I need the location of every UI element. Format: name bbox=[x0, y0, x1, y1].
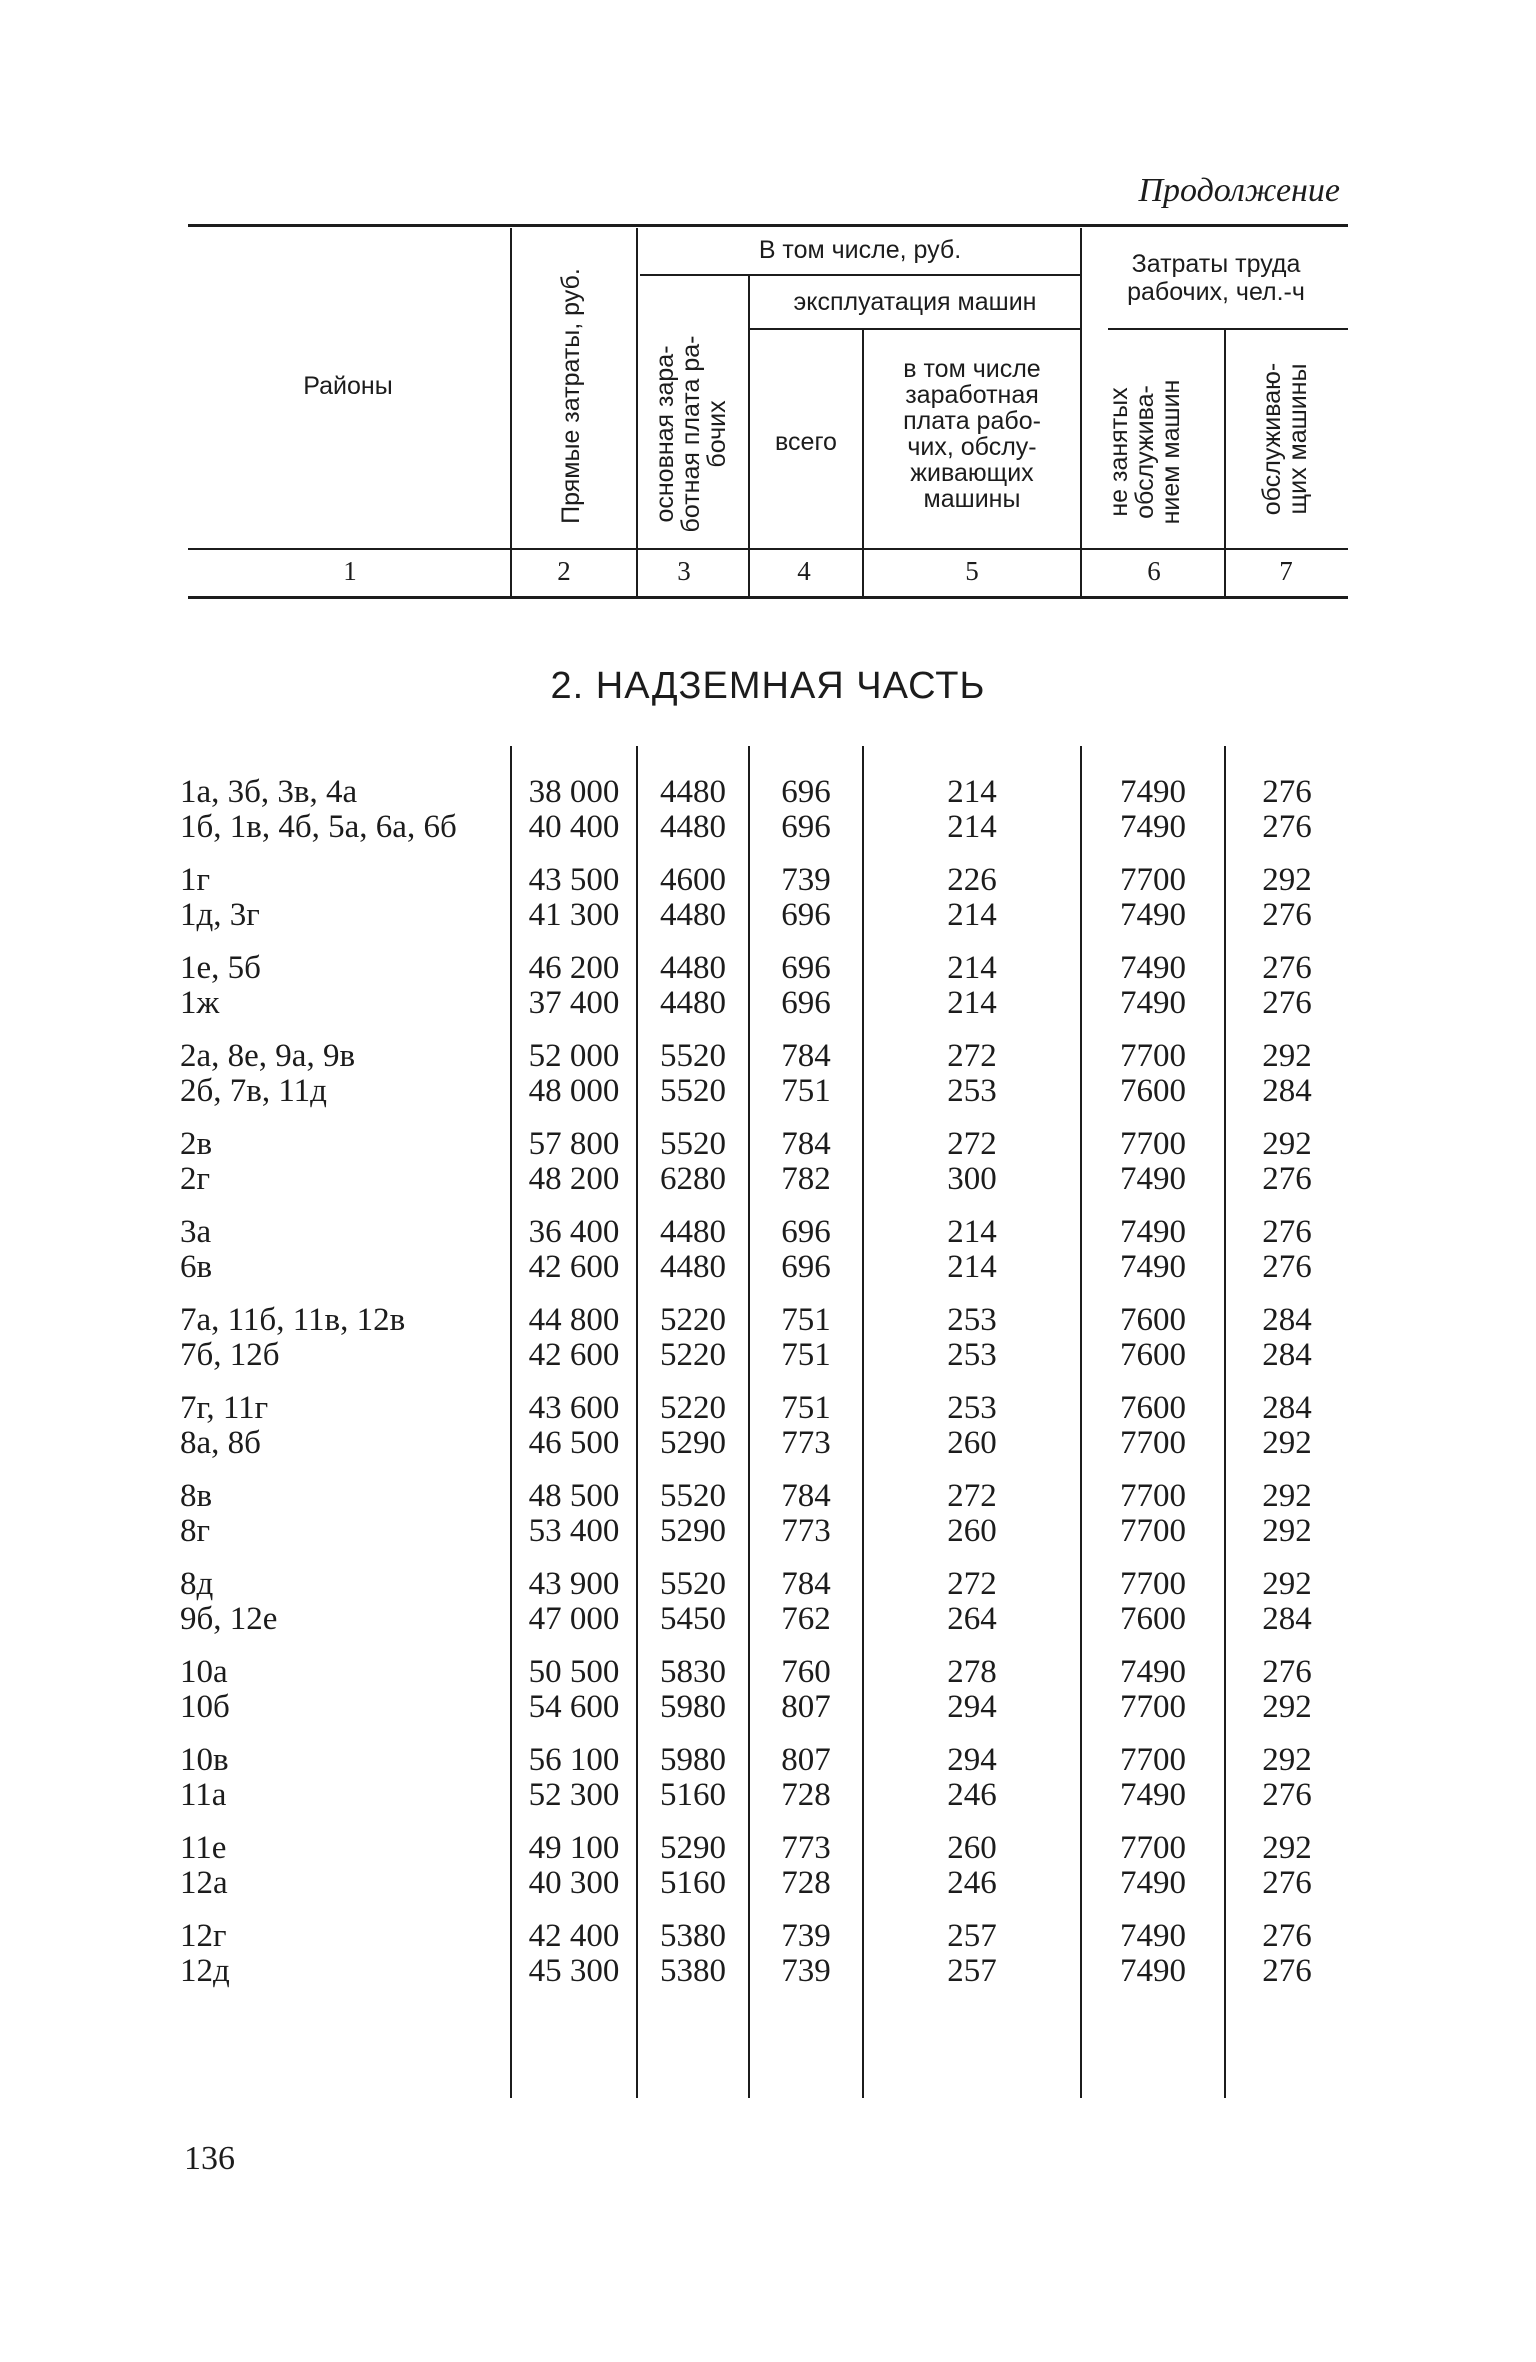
table-row bbox=[0, 809, 1536, 845]
cell-direct-costs: 42 600 bbox=[528, 1249, 620, 1285]
cell-labor-serving: 284 bbox=[1262, 1302, 1312, 1338]
cell-labor-serving: 276 bbox=[1262, 809, 1312, 845]
header-machines-total: всего bbox=[775, 428, 837, 456]
table-row bbox=[0, 985, 1536, 1021]
cell-labor-serving: 284 bbox=[1262, 1601, 1312, 1637]
cell-labor-serving: 276 bbox=[1262, 1918, 1312, 1954]
column-number: 6 bbox=[1147, 556, 1161, 586]
cell-basic-wages: 5520 bbox=[660, 1126, 726, 1162]
cell-basic-wages: 4480 bbox=[660, 1214, 726, 1250]
cell-machine-wages: 278 bbox=[947, 1654, 997, 1690]
cell-labor-serving: 276 bbox=[1262, 1865, 1312, 1901]
cell-machines-total: 696 bbox=[781, 985, 831, 1021]
table-row bbox=[0, 1161, 1536, 1197]
cell-direct-costs: 52 000 bbox=[528, 1038, 620, 1074]
cell-region: 6в bbox=[180, 1249, 213, 1285]
cell-machines-total: 751 bbox=[781, 1302, 831, 1338]
cell-basic-wages: 6280 bbox=[660, 1161, 726, 1197]
cell-labor-not-serving: 7490 bbox=[1120, 1953, 1186, 1989]
cell-direct-costs: 47 000 bbox=[528, 1601, 620, 1637]
cell-region: 7б, 12б bbox=[180, 1337, 280, 1373]
cell-basic-wages: 5520 bbox=[660, 1478, 726, 1514]
cell-labor-not-serving: 7490 bbox=[1120, 809, 1186, 845]
cell-region: 12д bbox=[180, 1953, 230, 1989]
cell-region: 1д, 3г bbox=[180, 897, 260, 933]
cell-basic-wages: 5160 bbox=[660, 1865, 726, 1901]
cell-region: 12г bbox=[180, 1918, 227, 1954]
cell-direct-costs: 54 600 bbox=[528, 1689, 620, 1725]
cell-direct-costs: 37 400 bbox=[528, 985, 620, 1021]
cell-machines-total: 739 bbox=[781, 1953, 831, 1989]
cell-direct-costs: 43 600 bbox=[528, 1390, 620, 1426]
cell-labor-not-serving: 7490 bbox=[1120, 1161, 1186, 1197]
cell-labor-serving: 292 bbox=[1262, 1830, 1312, 1866]
table-row bbox=[0, 774, 1536, 810]
cell-direct-costs: 48 200 bbox=[528, 1161, 620, 1197]
cell-machine-wages: 214 bbox=[947, 985, 997, 1021]
cell-labor-not-serving: 7490 bbox=[1120, 1654, 1186, 1690]
column-number: 3 bbox=[677, 556, 691, 586]
group-machines-rule bbox=[750, 328, 1080, 330]
cell-region: 3а bbox=[180, 1214, 212, 1250]
cell-machines-total: 773 bbox=[781, 1513, 831, 1549]
cell-machines-total: 696 bbox=[781, 1249, 831, 1285]
cell-direct-costs: 42 600 bbox=[528, 1337, 620, 1373]
cell-labor-serving: 276 bbox=[1262, 1249, 1312, 1285]
cell-labor-serving: 284 bbox=[1262, 1337, 1312, 1373]
table-row bbox=[0, 1126, 1536, 1162]
cell-labor-not-serving: 7700 bbox=[1120, 1478, 1186, 1514]
cell-machine-wages: 253 bbox=[947, 1073, 997, 1109]
header-divider bbox=[1080, 228, 1082, 596]
cell-labor-not-serving: 7700 bbox=[1120, 1830, 1186, 1866]
table-row bbox=[0, 1601, 1536, 1637]
cell-machines-total: 751 bbox=[781, 1390, 831, 1426]
cell-labor-serving: 276 bbox=[1262, 1953, 1312, 1989]
cell-machine-wages: 214 bbox=[947, 774, 997, 810]
cell-machines-total: 696 bbox=[781, 950, 831, 986]
table-row bbox=[0, 1689, 1536, 1725]
column-number: 2 bbox=[557, 556, 571, 586]
cell-direct-costs: 43 500 bbox=[528, 862, 620, 898]
cell-basic-wages: 5220 bbox=[660, 1337, 726, 1373]
cell-machines-total: 696 bbox=[781, 809, 831, 845]
cell-machine-wages: 246 bbox=[947, 1865, 997, 1901]
cell-labor-serving: 292 bbox=[1262, 1566, 1312, 1602]
cell-labor-serving: 284 bbox=[1262, 1390, 1312, 1426]
cell-machine-wages: 246 bbox=[947, 1777, 997, 1813]
cell-basic-wages: 5450 bbox=[660, 1601, 726, 1637]
cell-basic-wages: 5520 bbox=[660, 1566, 726, 1602]
cell-direct-costs: 57 800 bbox=[528, 1126, 620, 1162]
cell-direct-costs: 41 300 bbox=[528, 897, 620, 933]
cell-basic-wages: 5380 bbox=[660, 1953, 726, 1989]
cell-machine-wages: 214 bbox=[947, 1249, 997, 1285]
cell-labor-not-serving: 7700 bbox=[1120, 1742, 1186, 1778]
cell-machine-wages: 264 bbox=[947, 1601, 997, 1637]
cell-direct-costs: 42 400 bbox=[528, 1918, 620, 1954]
cell-machine-wages: 257 bbox=[947, 1918, 997, 1954]
cell-machine-wages: 253 bbox=[947, 1302, 997, 1338]
cell-machine-wages: 214 bbox=[947, 809, 997, 845]
cell-region: 2в bbox=[180, 1126, 213, 1162]
cell-labor-not-serving: 7700 bbox=[1120, 1126, 1186, 1162]
cell-machine-wages: 272 bbox=[947, 1566, 997, 1602]
table-row bbox=[0, 1654, 1536, 1690]
cell-labor-not-serving: 7600 bbox=[1120, 1337, 1186, 1373]
table-row bbox=[0, 950, 1536, 986]
cell-direct-costs: 40 400 bbox=[528, 809, 620, 845]
cell-machine-wages: 226 bbox=[947, 862, 997, 898]
cell-machine-wages: 253 bbox=[947, 1390, 997, 1426]
cell-basic-wages: 4480 bbox=[660, 774, 726, 810]
column-number: 5 bbox=[965, 556, 979, 586]
cell-machines-total: 784 bbox=[781, 1126, 831, 1162]
cell-direct-costs: 38 000 bbox=[528, 774, 620, 810]
cell-machine-wages: 253 bbox=[947, 1337, 997, 1373]
table-row bbox=[0, 1425, 1536, 1461]
cell-region: 8д bbox=[180, 1566, 214, 1602]
cell-labor-not-serving: 7700 bbox=[1120, 1038, 1186, 1074]
cell-labor-not-serving: 7490 bbox=[1120, 985, 1186, 1021]
cell-machine-wages: 257 bbox=[947, 1953, 997, 1989]
cell-region: 2б, 7в, 11д bbox=[180, 1073, 327, 1109]
header-serving: обслуживаю- щих машины bbox=[1258, 362, 1312, 516]
table-row bbox=[0, 1038, 1536, 1074]
cell-machines-total: 696 bbox=[781, 897, 831, 933]
header-group-rub: В том числе, руб. bbox=[758, 236, 962, 264]
header-direct-costs: Прямые затраты, руб. bbox=[557, 268, 585, 524]
cell-region: 7а, 11б, 11в, 12в bbox=[180, 1302, 406, 1338]
cell-region: 7г, 11г bbox=[180, 1390, 269, 1426]
cell-direct-costs: 36 400 bbox=[528, 1214, 620, 1250]
header-not-serving: не занятых обслужива- нием машин bbox=[1105, 379, 1185, 525]
cell-direct-costs: 43 900 bbox=[528, 1566, 620, 1602]
table-row bbox=[0, 1337, 1536, 1373]
cell-machines-total: 807 bbox=[781, 1689, 831, 1725]
cell-direct-costs: 56 100 bbox=[528, 1742, 620, 1778]
cell-region: 8а, 8б bbox=[180, 1425, 261, 1461]
cell-basic-wages: 5220 bbox=[660, 1302, 726, 1338]
cell-region: 8г bbox=[180, 1513, 211, 1549]
cell-basic-wages: 5520 bbox=[660, 1073, 726, 1109]
cell-region: 10в bbox=[180, 1742, 229, 1778]
cell-labor-serving: 276 bbox=[1262, 1777, 1312, 1813]
cell-labor-serving: 276 bbox=[1262, 1161, 1312, 1197]
cell-basic-wages: 5520 bbox=[660, 1038, 726, 1074]
cell-machines-total: 696 bbox=[781, 1214, 831, 1250]
table-row bbox=[0, 1390, 1536, 1426]
column-number: 7 bbox=[1279, 556, 1293, 586]
cell-machine-wages: 272 bbox=[947, 1038, 997, 1074]
cell-basic-wages: 5380 bbox=[660, 1918, 726, 1954]
page-number: 136 bbox=[184, 2140, 235, 2177]
header-divider bbox=[636, 228, 638, 596]
cell-region: 1б, 1в, 4б, 5а, 6а, 6б bbox=[180, 809, 457, 845]
table-row bbox=[0, 1249, 1536, 1285]
colnum-bottom-rule bbox=[188, 596, 1348, 599]
cell-machine-wages: 214 bbox=[947, 897, 997, 933]
column-number: 1 bbox=[343, 556, 357, 586]
table-row bbox=[0, 1953, 1536, 1989]
header-regions: Районы bbox=[303, 372, 393, 400]
cell-labor-serving: 276 bbox=[1262, 985, 1312, 1021]
cell-labor-not-serving: 7490 bbox=[1120, 950, 1186, 986]
header-top-rule bbox=[188, 224, 1348, 227]
cell-region: 1г bbox=[180, 862, 211, 898]
cell-machines-total: 773 bbox=[781, 1425, 831, 1461]
cell-machines-total: 728 bbox=[781, 1865, 831, 1901]
continuation-label: Продолжение bbox=[1138, 172, 1340, 209]
cell-basic-wages: 5220 bbox=[660, 1390, 726, 1426]
cell-direct-costs: 48 500 bbox=[528, 1478, 620, 1514]
cell-direct-costs: 49 100 bbox=[528, 1830, 620, 1866]
cell-labor-not-serving: 7700 bbox=[1120, 1513, 1186, 1549]
cell-machine-wages: 214 bbox=[947, 950, 997, 986]
cell-machine-wages: 260 bbox=[947, 1425, 997, 1461]
cell-machines-total: 696 bbox=[781, 774, 831, 810]
cell-labor-not-serving: 7490 bbox=[1120, 1214, 1186, 1250]
cell-machines-total: 784 bbox=[781, 1038, 831, 1074]
cell-region: 2а, 8е, 9а, 9в bbox=[180, 1038, 356, 1074]
cell-labor-serving: 292 bbox=[1262, 1038, 1312, 1074]
table-row bbox=[0, 897, 1536, 933]
table-row bbox=[0, 1865, 1536, 1901]
cell-machines-total: 751 bbox=[781, 1337, 831, 1373]
cell-machines-total: 760 bbox=[781, 1654, 831, 1690]
cell-machines-total: 784 bbox=[781, 1566, 831, 1602]
cell-labor-not-serving: 7700 bbox=[1120, 1566, 1186, 1602]
cell-labor-not-serving: 7490 bbox=[1120, 1865, 1186, 1901]
cell-basic-wages: 4480 bbox=[660, 985, 726, 1021]
table-row bbox=[0, 1214, 1536, 1250]
cell-machines-total: 762 bbox=[781, 1601, 831, 1637]
cell-direct-costs: 46 200 bbox=[528, 950, 620, 986]
cell-labor-serving: 292 bbox=[1262, 1425, 1312, 1461]
cell-machines-total: 739 bbox=[781, 1918, 831, 1954]
section-title: 2. НАДЗЕМНАЯ ЧАСТЬ bbox=[550, 665, 986, 707]
cell-region: 8в bbox=[180, 1478, 213, 1514]
cell-machine-wages: 260 bbox=[947, 1513, 997, 1549]
cell-region: 10б bbox=[180, 1689, 230, 1725]
cell-machines-total: 807 bbox=[781, 1742, 831, 1778]
cell-labor-serving: 276 bbox=[1262, 950, 1312, 986]
table-row bbox=[0, 1302, 1536, 1338]
cell-direct-costs: 46 500 bbox=[528, 1425, 620, 1461]
cell-labor-serving: 276 bbox=[1262, 774, 1312, 810]
cell-labor-not-serving: 7600 bbox=[1120, 1390, 1186, 1426]
table-row bbox=[0, 1777, 1536, 1813]
cell-region: 1ж bbox=[180, 985, 220, 1021]
cell-region: 2г bbox=[180, 1161, 211, 1197]
cell-basic-wages: 4600 bbox=[660, 862, 726, 898]
cell-basic-wages: 4480 bbox=[660, 897, 726, 933]
cell-labor-serving: 292 bbox=[1262, 1742, 1312, 1778]
cell-basic-wages: 5980 bbox=[660, 1689, 726, 1725]
cell-basic-wages: 5980 bbox=[660, 1742, 726, 1778]
cell-labor-not-serving: 7490 bbox=[1120, 1918, 1186, 1954]
table-row bbox=[0, 1073, 1536, 1109]
cell-basic-wages: 4480 bbox=[660, 950, 726, 986]
header-group-labor: Затраты труда рабочих, чел.-ч bbox=[1127, 250, 1305, 306]
table-row bbox=[0, 1478, 1536, 1514]
cell-direct-costs: 45 300 bbox=[528, 1953, 620, 1989]
cell-direct-costs: 44 800 bbox=[528, 1302, 620, 1338]
cell-labor-serving: 292 bbox=[1262, 862, 1312, 898]
cell-basic-wages: 4480 bbox=[660, 1249, 726, 1285]
cell-machines-total: 739 bbox=[781, 862, 831, 898]
cell-basic-wages: 5160 bbox=[660, 1777, 726, 1813]
cell-region: 12а bbox=[180, 1865, 228, 1901]
cell-labor-not-serving: 7490 bbox=[1120, 1777, 1186, 1813]
cell-basic-wages: 5290 bbox=[660, 1830, 726, 1866]
cell-direct-costs: 50 500 bbox=[528, 1654, 620, 1690]
cell-labor-not-serving: 7700 bbox=[1120, 1689, 1186, 1725]
group-rub-rule bbox=[640, 274, 1080, 276]
cell-region: 1е, 5б bbox=[180, 950, 261, 986]
cell-labor-not-serving: 7490 bbox=[1120, 1249, 1186, 1285]
cell-labor-not-serving: 7600 bbox=[1120, 1601, 1186, 1637]
cell-machines-total: 773 bbox=[781, 1830, 831, 1866]
table-row bbox=[0, 1742, 1536, 1778]
cell-machine-wages: 300 bbox=[947, 1161, 997, 1197]
cell-direct-costs: 53 400 bbox=[528, 1513, 620, 1549]
cell-machine-wages: 272 bbox=[947, 1126, 997, 1162]
cell-machines-total: 728 bbox=[781, 1777, 831, 1813]
cell-region: 1а, 3б, 3в, 4а bbox=[180, 774, 358, 810]
cell-labor-not-serving: 7600 bbox=[1120, 1302, 1186, 1338]
table-row bbox=[0, 1918, 1536, 1954]
header-divider bbox=[510, 228, 512, 596]
header-group-machines: эксплуатация машин bbox=[793, 288, 1037, 316]
cell-machine-wages: 214 bbox=[947, 1214, 997, 1250]
cell-machines-total: 751 bbox=[781, 1073, 831, 1109]
cell-machine-wages: 260 bbox=[947, 1830, 997, 1866]
table-row bbox=[0, 862, 1536, 898]
cell-region: 11а bbox=[180, 1777, 227, 1813]
cell-machines-total: 782 bbox=[781, 1161, 831, 1197]
header-basic-wages: основная зара- ботная плата ра- бочих bbox=[651, 335, 731, 533]
cell-region: 9б, 12е bbox=[180, 1601, 278, 1637]
cell-basic-wages: 5290 bbox=[660, 1513, 726, 1549]
cell-region: 10а bbox=[180, 1654, 228, 1690]
cell-direct-costs: 52 300 bbox=[528, 1777, 620, 1813]
cell-labor-serving: 292 bbox=[1262, 1689, 1312, 1725]
cell-labor-not-serving: 7490 bbox=[1120, 774, 1186, 810]
cell-direct-costs: 48 000 bbox=[528, 1073, 620, 1109]
cell-machine-wages: 294 bbox=[947, 1689, 997, 1725]
cell-labor-serving: 276 bbox=[1262, 1654, 1312, 1690]
column-number: 4 bbox=[797, 556, 811, 586]
cell-labor-serving: 276 bbox=[1262, 1214, 1312, 1250]
table-row bbox=[0, 1513, 1536, 1549]
header-divider bbox=[1224, 330, 1226, 596]
cell-direct-costs: 40 300 bbox=[528, 1865, 620, 1901]
cell-labor-not-serving: 7600 bbox=[1120, 1073, 1186, 1109]
cell-labor-serving: 284 bbox=[1262, 1073, 1312, 1109]
cell-labor-not-serving: 7490 bbox=[1120, 897, 1186, 933]
cell-labor-serving: 292 bbox=[1262, 1513, 1312, 1549]
cell-machine-wages: 294 bbox=[947, 1742, 997, 1778]
cell-labor-not-serving: 7700 bbox=[1120, 862, 1186, 898]
cell-labor-serving: 292 bbox=[1262, 1126, 1312, 1162]
cell-basic-wages: 5290 bbox=[660, 1425, 726, 1461]
cell-machines-total: 784 bbox=[781, 1478, 831, 1514]
header-machine-wages: в том числе заработная плата рабо- чих, обслу- живающих машины bbox=[903, 355, 1041, 513]
cell-labor-not-serving: 7700 bbox=[1120, 1425, 1186, 1461]
cell-labor-serving: 292 bbox=[1262, 1478, 1312, 1514]
cell-basic-wages: 5830 bbox=[660, 1654, 726, 1690]
cell-labor-serving: 276 bbox=[1262, 897, 1312, 933]
table-row bbox=[0, 1566, 1536, 1602]
cell-region: 11е bbox=[180, 1830, 227, 1866]
cell-machine-wages: 272 bbox=[947, 1478, 997, 1514]
cell-basic-wages: 4480 bbox=[660, 809, 726, 845]
table-row bbox=[0, 1830, 1536, 1866]
